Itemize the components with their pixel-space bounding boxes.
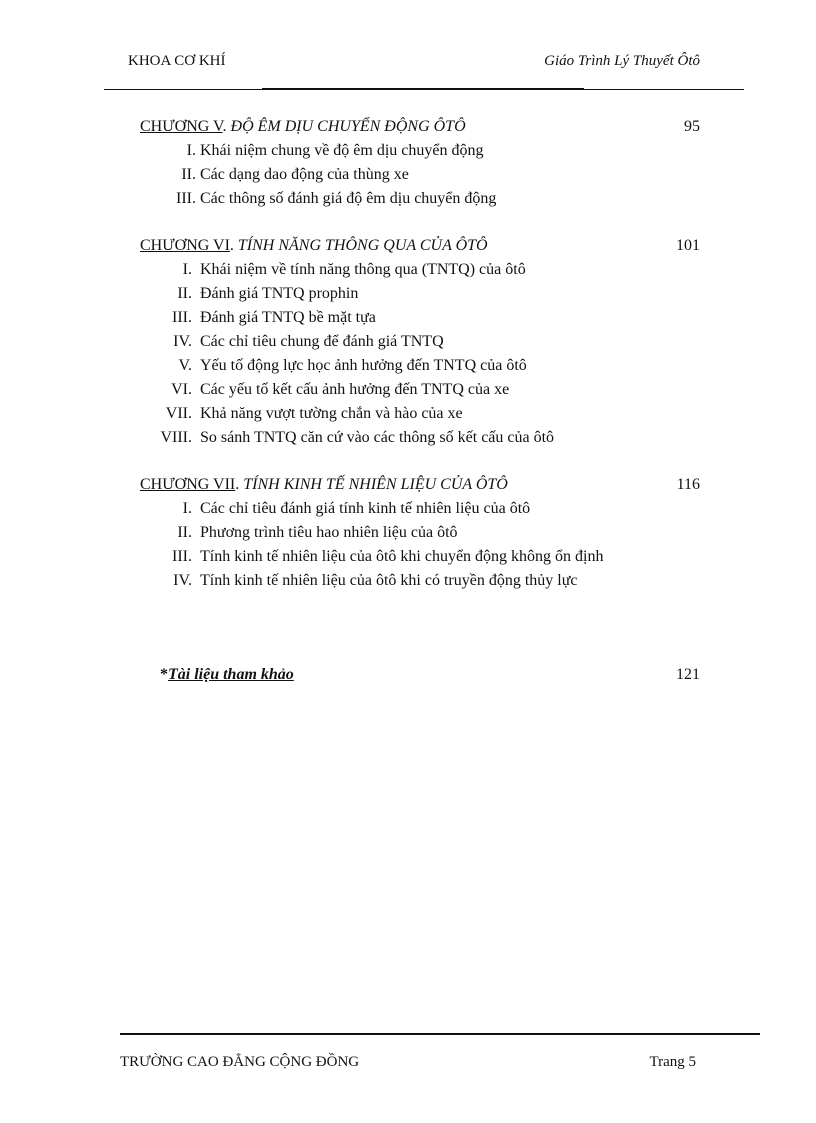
section-title: Các dạng dao động của thùng xe	[200, 166, 409, 183]
section-roman: IV.	[173, 333, 192, 350]
chapter-title: ĐỘ ÊM DỊU CHUYỂN ĐỘNG ÔTÔ	[230, 118, 466, 135]
section-title: Đánh giá TNTQ bề mặt tựa	[200, 309, 376, 326]
section-title: Tính kinh tế nhiên liệu của ôtô khi có truyền động thủy lực	[200, 572, 578, 589]
chapter-separator: .	[235, 476, 244, 493]
references-entry	[160, 666, 294, 684]
chapter-page-number: 116	[676, 476, 700, 493]
chapter-number: CHƯƠNG VI	[140, 237, 230, 254]
chapter-heading	[140, 237, 488, 255]
section-roman: III.	[172, 548, 192, 565]
section-roman: II.	[177, 285, 192, 302]
references-page-number: 121	[676, 666, 700, 683]
chapter-heading	[140, 118, 466, 136]
section-title: Yếu tố động lực học ảnh hưởng đến TNTQ của ôtô	[200, 357, 527, 374]
references-title: Tài liệu tham khảo	[168, 666, 294, 683]
section-roman: III.	[176, 190, 196, 207]
chapter-number: CHƯƠNG V	[140, 118, 223, 135]
footer-rule	[120, 1033, 760, 1035]
section-roman: II.	[177, 524, 192, 541]
section-roman: II.	[181, 166, 196, 183]
chapter-separator: .	[222, 118, 231, 135]
section-title: Các chỉ tiêu đánh giá tính kinh tế nhiên liệu của ôtô	[200, 500, 531, 517]
chapter-page-number: 101	[676, 237, 700, 254]
section-roman: III.	[172, 309, 192, 326]
section-roman: VI.	[171, 381, 192, 398]
section-title: So sánh TNTQ căn cứ vào các thông số kết cấu của ôtô	[200, 429, 555, 446]
section-roman: VIII.	[160, 429, 192, 446]
section-title: Phương trình tiêu hao nhiên liệu của ôtô	[200, 524, 458, 541]
section-title: Khả năng vượt tường chắn và hào của xe	[200, 405, 463, 422]
section-title: Đánh giá TNTQ prophin	[200, 285, 359, 302]
section-roman: IV.	[173, 572, 192, 589]
section-title: Các yếu tố kết cấu ảnh hưởng đến TNTQ của xe	[200, 381, 510, 398]
section-title: Tính kinh tế nhiên liệu của ôtô khi chuyển động không ổn định	[200, 548, 604, 565]
section-roman: I.	[186, 142, 196, 159]
footer-school: TRƯỜNG CAO ĐẲNG CỘNG ĐỒNG	[120, 1054, 360, 1070]
chapter-title: TÍNH NĂNG THÔNG QUA CỦA ÔTÔ	[237, 237, 488, 254]
footer-page-label: Trang 5	[649, 1054, 696, 1070]
section-title: Khái niệm chung về độ êm dịu chuyển động	[200, 142, 484, 159]
chapter-separator: .	[229, 237, 238, 254]
chapter-page-number: 95	[684, 118, 700, 135]
section-roman: VII.	[165, 405, 192, 422]
references-star: *	[160, 666, 168, 683]
chapter-title: TÍNH KINH TẾ NHIÊN LIỆU CỦA ÔTÔ	[243, 476, 508, 493]
chapter-number: CHƯƠNG VII	[140, 476, 236, 493]
header-department: KHOA CƠ KHÍ	[128, 53, 226, 69]
chapter-heading	[140, 476, 508, 494]
header-rule-accent	[262, 88, 584, 90]
section-title: Các thông số đánh giá độ êm dịu chuyển động	[200, 190, 497, 207]
header-book-title: Giáo Trình Lý Thuyết Ôtô	[544, 53, 700, 69]
section-roman: I.	[182, 500, 192, 517]
section-roman: I.	[182, 261, 192, 278]
section-title: Các chỉ tiêu chung để đánh giá TNTQ	[200, 333, 444, 350]
section-roman: V.	[178, 357, 192, 374]
section-title: Khái niệm về tính năng thông qua (TNTQ) của ôtô	[200, 261, 526, 278]
